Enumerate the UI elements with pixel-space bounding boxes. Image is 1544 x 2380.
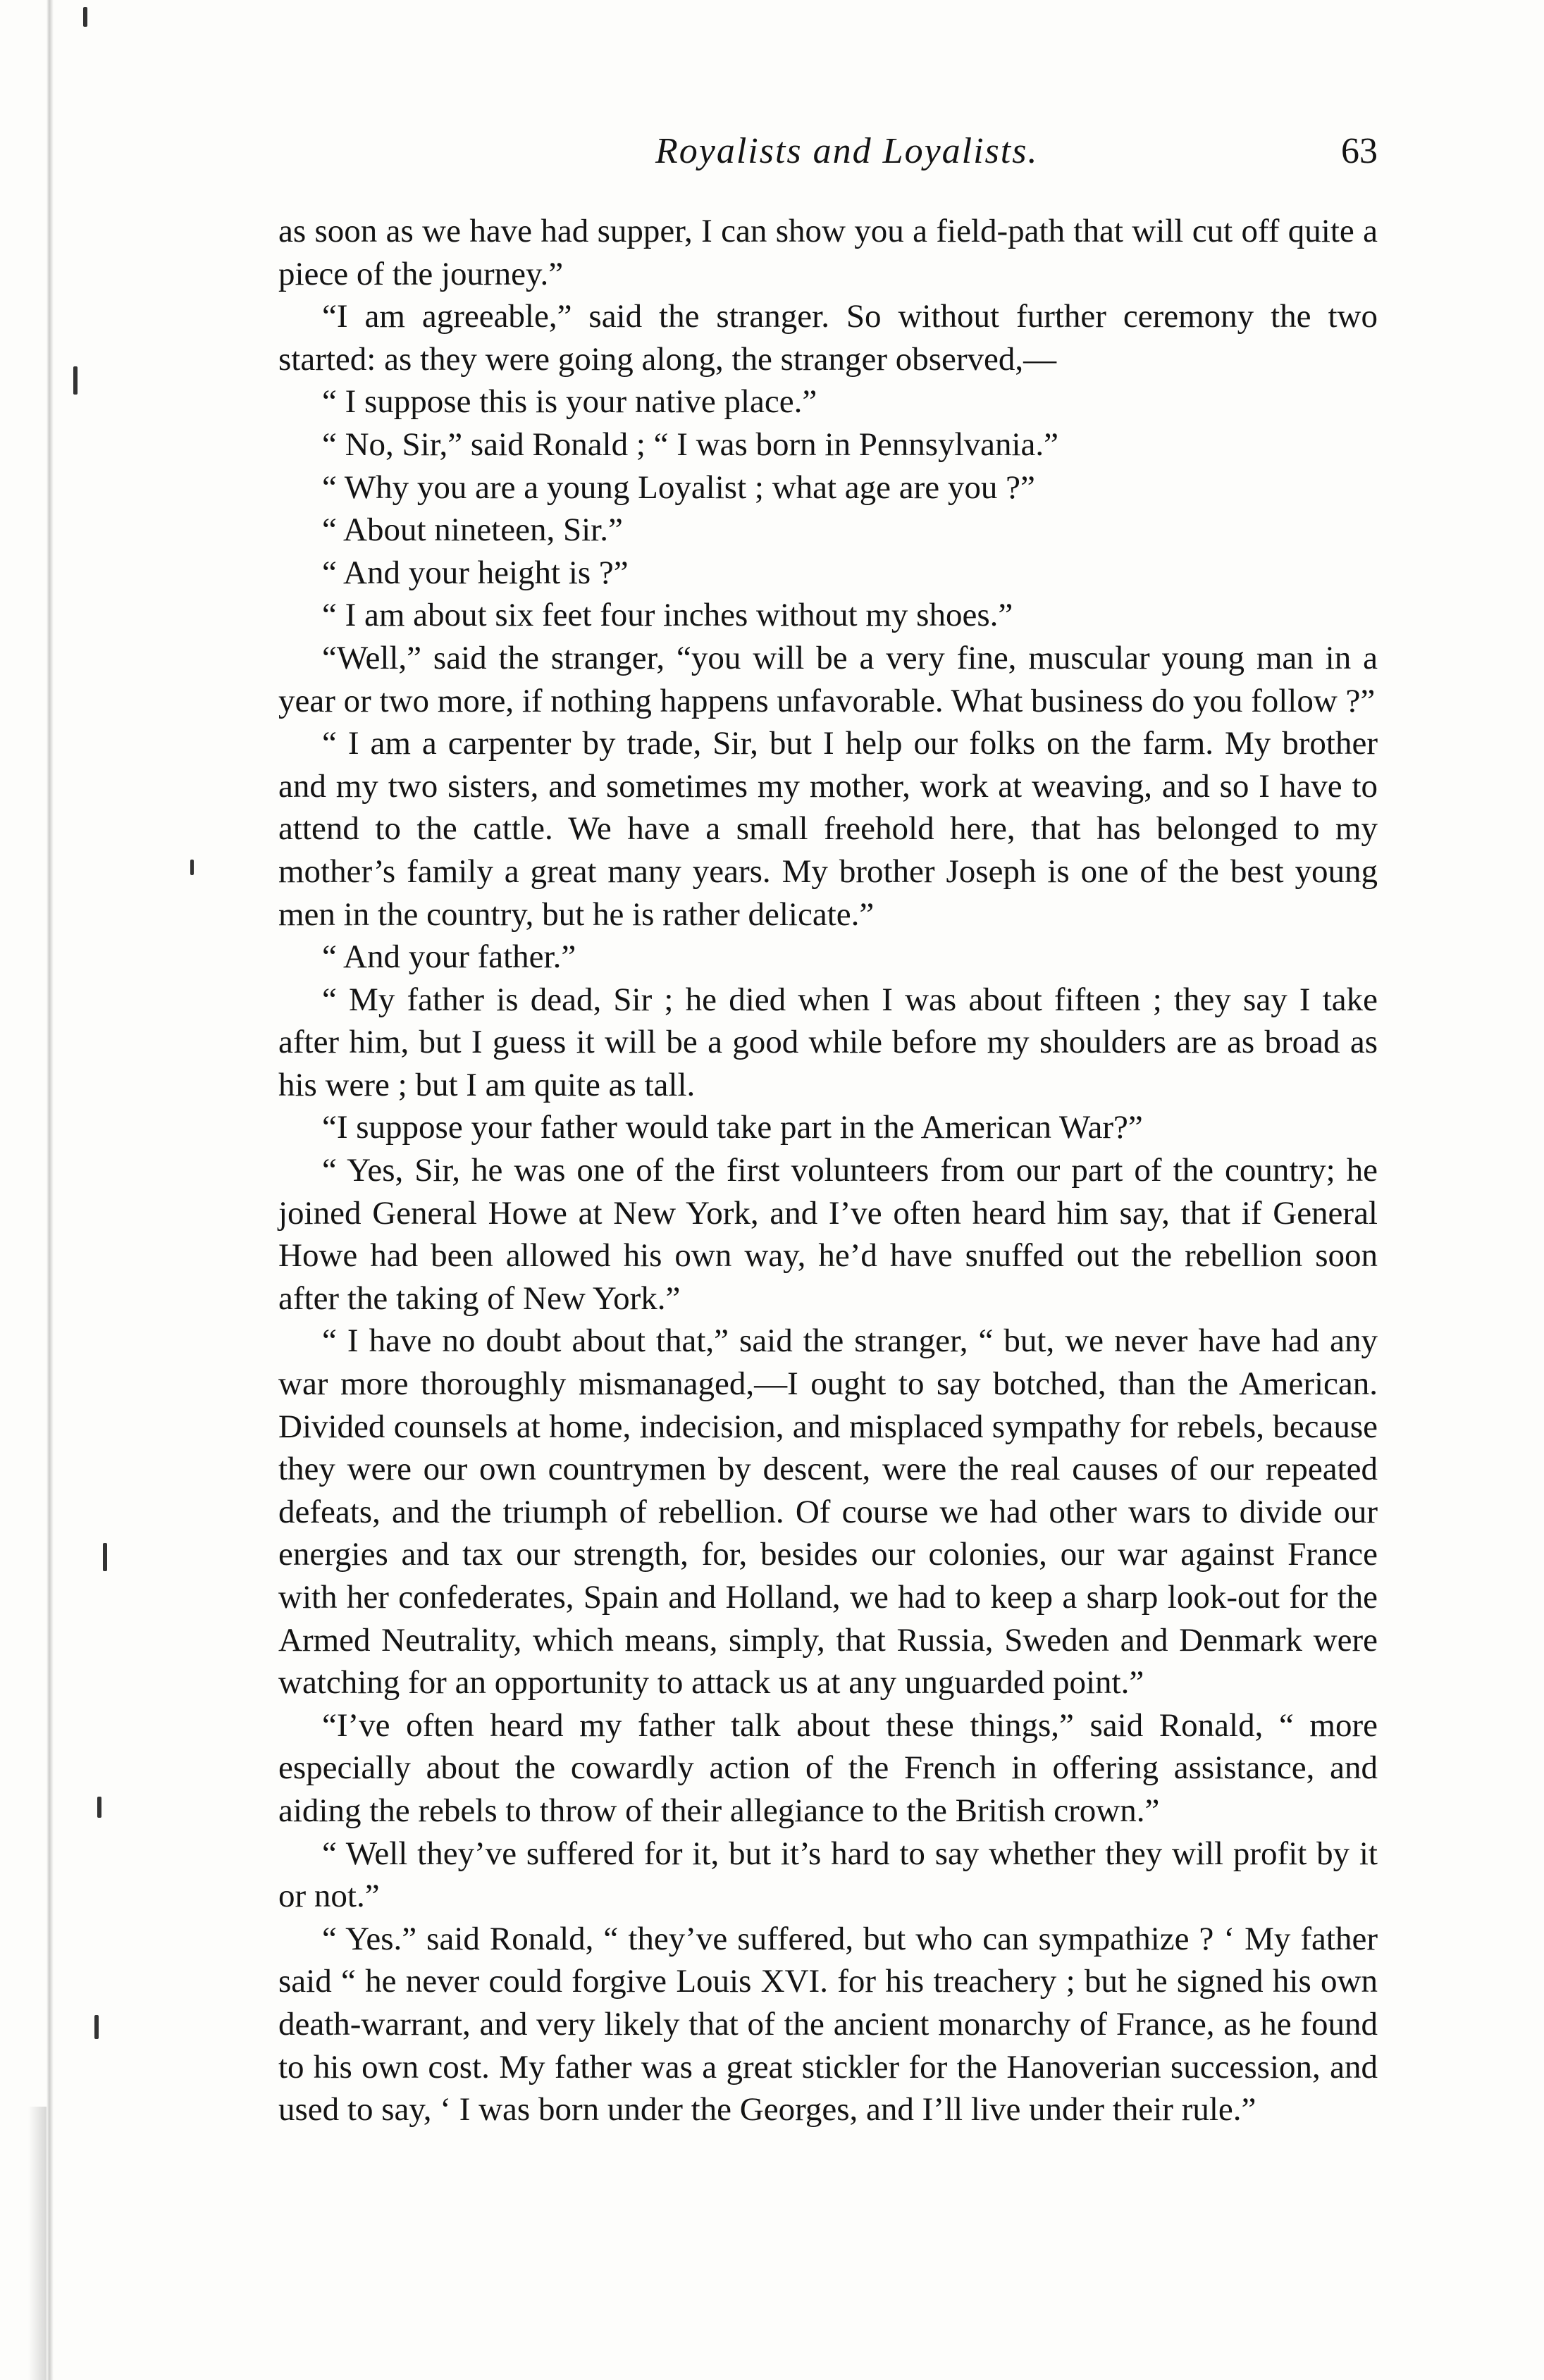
paragraph: “ Well they’ve suffered for it, but it’s hard to say whether they will profit by it or not.” <box>278 1835 1378 1915</box>
paragraph: as soon as we have had supper, I can show you a field-path that will cut off quite a piece of the journey.” <box>278 213 1378 292</box>
paragraph: “ And your father.” <box>322 938 576 976</box>
paragraph: “ I am a carpenter by trade, Sir, but I help our folks on the farm. My brother and my two sisters, and sometimes my mother, work at weaving, and so I have to attend to the cattle. We have a small freehold here, that has belonged to my mother’s family a great many years. My brother Joseph is one of the best young men in the country, but he is rather delicate.” <box>278 725 1378 933</box>
paragraph: “ Yes.” said Ronald, “ they’ve suffered, but who can sympathize ? ‘ My father said “ he never could forgive Louis XVI. for his treachery ; but he signed his own death-warrant, and very likely that of the ancient monarchy of France, as he found to his own cost. My father was a great stickler for the Hanoverian succession, and used to say, ‘ I was born under the Georges, and I’ll live under their rule.” <box>278 1920 1378 2128</box>
scan-edge-shadow <box>47 0 54 2380</box>
paragraph: “I suppose your father would take part in the American War?” <box>322 1109 1143 1146</box>
margin-mark <box>83 7 87 27</box>
margin-mark <box>97 1797 101 1818</box>
paragraph: “I am agreeable,” said the stranger. So without further ceremony the two started: as they were going along, the stranger observed,— <box>278 298 1378 378</box>
paragraph: “ I have no doubt about that,” said the stranger, “ but, we never have had any war more thoroughly mismanaged,—I ought to say botched, than the American. Divided counsels at home, indecision, and misplaced sympathy for rebels, because they were our own countrymen by descent, were the real causes of our repeated defeats, and the triumph of rebellion. Of course we had other wars to divide our energies and tax our strength, for, besides our colonies, our war against France with her confederates, Spain and Holland, we had to keep a sharp look-out for the Armed Neutrality, which means, simply, that Russia, Sweden and Denmark were watching for an opportunity to attack us at any unguarded point.” <box>278 1322 1378 1702</box>
paragraph: “ My father is dead, Sir ; he died when I was about fifteen ; they say I take after him, but I guess it will be a good while before my shoulders are as broad as his were ; but I am quite as tall. <box>278 981 1378 1103</box>
running-title: Royalists and Loyalists. <box>655 131 1039 171</box>
paragraph: “I’ve often heard my father talk about these things,” said Ronald, “ more especially about the cowardly action of the French in offering assistance, and aiding the rebels to throw of their allegiance to the British crown.” <box>278 1706 1378 1829</box>
paragraph: “ No, Sir,” said Ronald ; “ I was born in Pennsylvania.” <box>322 426 1058 463</box>
paragraph: “ Why you are a young Loyalist ; what age are you ?” <box>322 469 1035 506</box>
paragraph: “ About nineteen, Sir.” <box>322 512 623 549</box>
margin-mark <box>190 860 194 875</box>
scan-edge-shadow-lower <box>28 2107 47 2380</box>
paragraph: “Well,” said the stranger, “you will be a very fine, muscular young man in a year or two more, if nothing happens unfavorable. What business do you follow ?” <box>278 639 1378 719</box>
page-header <box>278 130 1378 180</box>
margin-mark <box>94 2015 99 2039</box>
page-number: 63 <box>1341 131 1378 171</box>
margin-mark <box>73 366 78 395</box>
margin-mark <box>103 1543 107 1571</box>
paragraph: “ And your height is ?” <box>322 554 629 591</box>
paragraph: “ I suppose this is your native place.” <box>322 383 817 421</box>
body-text <box>278 210 1378 2131</box>
paragraph: “ I am about six feet four inches without my shoes.” <box>322 597 1013 634</box>
paragraph: “ Yes, Sir, he was one of the first volunteers from our part of the country; he joined General Howe at New York, and I’ve often heard him say, that if General Howe had been allowed his own way, he’d have snuffed out the rebellion soon after the taking of New York.” <box>278 1152 1378 1317</box>
